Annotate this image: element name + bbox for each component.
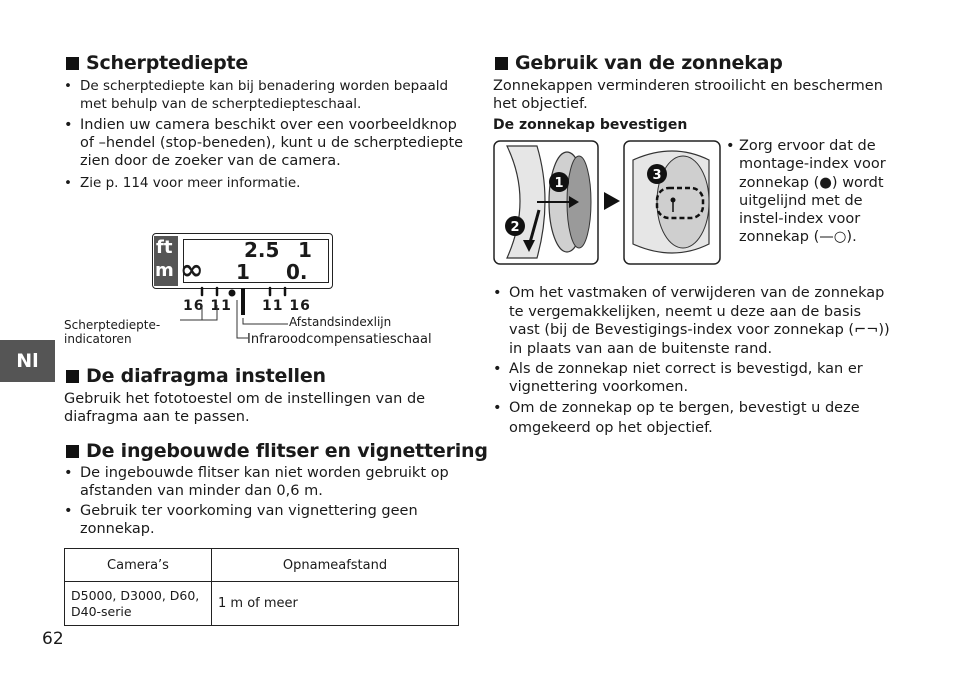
zonnekap-subtitle: De zonnekap bevestigen — [493, 117, 688, 133]
table-header-cell: Camera’s — [65, 549, 212, 582]
section-title-diafragma: De diafragma instellen — [66, 365, 326, 387]
unit-m-label: m — [155, 260, 174, 281]
label-ir-compensation: Infraroodcompensatieschaal — [247, 332, 432, 347]
distance-index-line — [241, 288, 245, 315]
ir-index-dot — [229, 290, 236, 297]
square-bullet-icon — [66, 57, 79, 70]
list-item: • Om de zonnekap op te bergen, bevestigt u deze omgekeerd op het objectief. — [493, 398, 893, 438]
step-number-2: 2 — [510, 220, 520, 235]
diafragma-text: Gebruik het fototoestel om de instellingen van de diafragma aan te passen. — [64, 391, 426, 425]
table-row — [65, 582, 459, 626]
leader-line-dof — [180, 305, 217, 320]
flitser-list — [64, 464, 460, 538]
page-number: 62 — [42, 629, 64, 649]
table-header-row — [65, 549, 459, 582]
unit-ft-label: ft — [156, 237, 173, 258]
step-number-1: 1 — [554, 176, 564, 191]
square-bullet-icon — [66, 370, 79, 383]
label-distance-index: Afstandsindexlijn — [289, 315, 392, 329]
infinity-mark: ∞ — [180, 253, 204, 286]
list-item: • De scherptediepte kan bij benadering worden bepaald met behulp van de scherptediepteschaal. — [64, 77, 464, 113]
mounting-index-dot-icon — [671, 198, 676, 203]
list-item: • Gebruik ter voorkoming van vignettering geen zonnekap. — [64, 502, 460, 538]
list-item: • Als de zonnekap niet correct is bevestigd, kan er vignettering voorkomen. — [493, 360, 893, 396]
zonnekap-intro: Zonnekappen verminderen strooilicht en beschermen het objectief. — [493, 78, 883, 112]
scale-value-1-m: 1 — [236, 260, 250, 284]
table-cell: D5000, D3000, D60, D40-serie — [65, 582, 212, 626]
list-item: • De ingebouwde flitser kan niet worden gebruikt op afstanden van minder dan 0,6 m. — [64, 464, 460, 500]
list-item: • Zie p. 114 voor meer informatie. — [64, 174, 464, 192]
figure-note-list — [726, 137, 892, 247]
scale-value-2-5: 2.5 — [244, 238, 280, 262]
square-bullet-icon — [66, 445, 79, 458]
table-header-cell: Opnameafstand — [212, 549, 459, 582]
list-item: • Zorg ervoor dat de montage-index voor zonnekap (●) wordt uitgelijnd met de instel-index voor zonnekap (—○). — [726, 137, 892, 247]
table-cell: 1 m of meer — [212, 582, 459, 626]
language-tab: Nl — [0, 340, 55, 382]
zonnekap-list — [493, 284, 893, 438]
step-number-3: 3 — [652, 168, 662, 183]
label-dof-indicators: Scherptediepte- indicatoren — [64, 318, 161, 346]
distance-scale-figure — [152, 233, 333, 289]
scale-value-1-ft: 1 — [298, 238, 312, 262]
section-title-zonnekap: Gebruik van de zonnekap — [495, 52, 783, 74]
camera-distance-table — [64, 548, 459, 626]
section-title-scherptediepte: Scherptediepte — [66, 52, 248, 74]
next-step-arrow-icon — [602, 190, 622, 212]
dof-ticks-left: 16 11 — [183, 298, 232, 314]
lens-hood-step-figure-1 — [493, 140, 600, 266]
square-bullet-icon — [495, 57, 508, 70]
list-item: • Om het vastmaken of verwijderen van de zonnekap te vergemakkelijken, neemt u deze aan de basis vast (bij de Bevestigings-index voor zonnekap (⌐¬)) in plaats van aan de buitenste rand. — [493, 284, 893, 358]
section-title-flitser: De ingebouwde flitser en vignettering — [66, 440, 488, 462]
leader-line-index — [243, 318, 288, 324]
dof-ticks-right: 11 16 — [262, 298, 311, 314]
list-item: • Indien uw camera beschikt over een voorbeeldknop of –hendel (stop-beneden), kunt u de scherptediepte zien door de zoeker van de camera. — [64, 116, 464, 170]
scale-value-0-m: 0. — [286, 260, 308, 284]
scherptediepte-list — [64, 77, 464, 192]
lens-hood-step-figure-2 — [623, 140, 721, 266]
